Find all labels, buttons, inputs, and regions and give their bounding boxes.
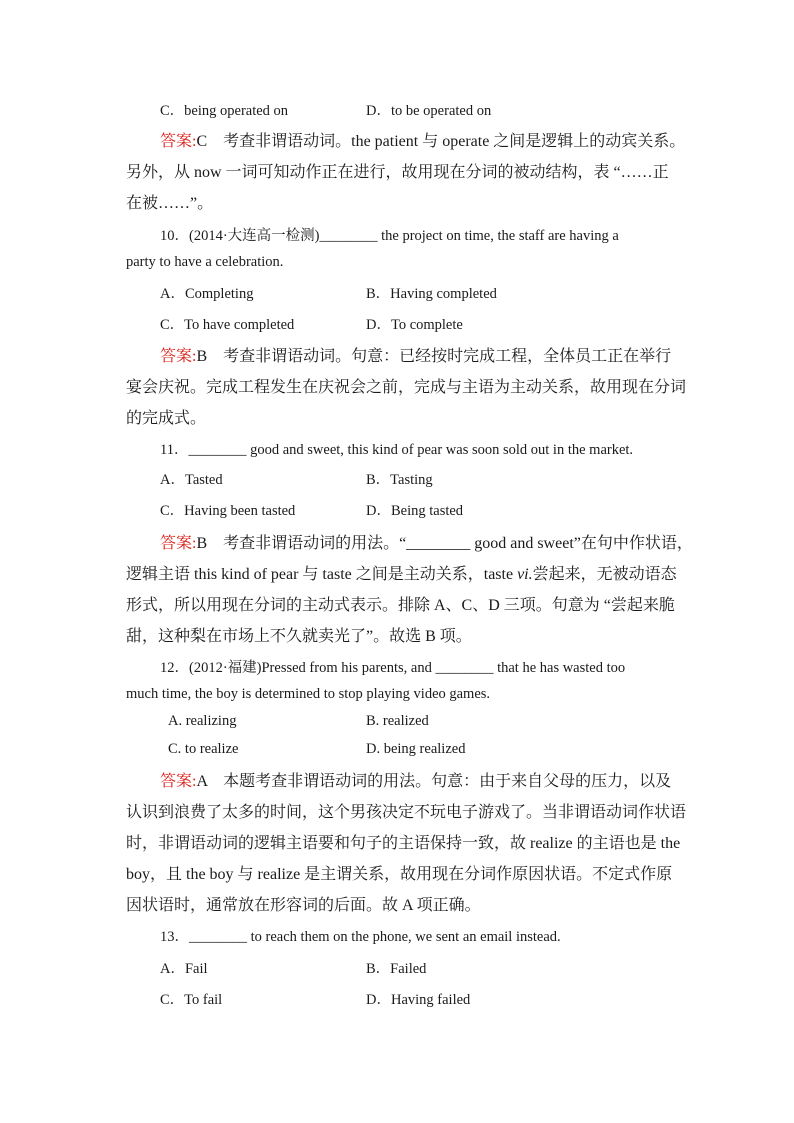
q10-stem-line1: 10．(2014·大连高一检测)________ the project on time, the staff are having a (160, 228, 619, 244)
q12-answer-text: A 本题考查非谓语动词的用法。句意：由于来自父母的压力，以及 (196, 773, 672, 790)
q11-answer-line2 (126, 561, 677, 584)
q11-option-d: D．Being tasted (366, 503, 464, 519)
q13-option-b: B．Failed (366, 961, 427, 977)
q9-option-d: D．to be operated on (366, 103, 492, 119)
q12-option-c: C. to realize (168, 741, 239, 757)
answer-label: 答案: (160, 773, 197, 790)
q9-answer-text: C 考查非谓语动词。the patient 与 operate 之间是逻辑上的动宾关系。 (196, 133, 686, 150)
q12-answer-line1 (160, 768, 671, 791)
answer-label: 答案: (160, 535, 197, 552)
q10-answer-text: B 考查非谓语动词。句意：已经按时完成工程，全体员工正在举行 (196, 348, 672, 365)
q11-answer-line2-a: 逻辑主语 this kind of pear 与 taste 之间是主动关系，taste (126, 566, 518, 583)
answer-label: 答案: (160, 133, 197, 150)
q13-option-d: D．Having failed (366, 992, 471, 1008)
q12-answer-line5: 因状语时，通常放在形容词的后面。故 A 项正确。 (126, 897, 481, 914)
q10-answer-line1 (160, 343, 671, 366)
answer-label: 答案: (160, 348, 197, 365)
q11-answer-line3: 形式，所以用现在分词的主动式表示。排除 A、C、D 三项。句意为 “尝起来脆 (126, 597, 675, 614)
q13-option-c: C．To fail (160, 992, 223, 1008)
q11-stem: 11．________ good and sweet, this kind of pear was soon sold out in the market. (160, 442, 634, 458)
q11-option-b: B．Tasting (366, 472, 433, 488)
q12-stem-line1: 12．(2012·福建)Pressed from his parents, and ________ that he has wasted too (160, 660, 626, 676)
q12-answer-line4: boy，且 the boy 与 realize 是主谓关系，故用现在分词作原因状语。不定式作原 (126, 866, 673, 883)
q9-answer-line3: 在被……”。 (126, 195, 214, 212)
q12-option-b: B. realized (366, 713, 429, 729)
q10-stem-line2: party to have a celebration. (126, 254, 284, 270)
q11-answer-line2-b: 尝起来，无被动语态 (532, 566, 677, 583)
q9-answer-line2: 另外，从 now 一词可知动作正在进行，故用现在分词的被动结构，表 “……正 (126, 164, 669, 181)
q11-answer-line4: 甜，这种梨在市场上不久就卖光了”。故选 B 项。 (126, 628, 472, 645)
q11-answer-text: B 考查非谓语动词的用法。“________ good and sweet”在句中作状语， (196, 535, 693, 552)
q11-answer-line1 (160, 530, 693, 553)
vi-abbrev: vi. (517, 566, 533, 583)
q12-answer-line3: 时，非谓语动词的逻辑主语要和句子的主语保持一致，故 realize 的主语也是 the (126, 835, 681, 852)
q9-answer-line1 (160, 128, 685, 151)
q12-stem-line2: much time, the boy is determined to stop playing video games. (126, 686, 491, 702)
q10-option-c: C．To have completed (160, 317, 295, 333)
q9-option-c: C．being operated on (160, 103, 289, 119)
q10-answer-line2: 宴会庆祝。完成工程发生在庆祝会之前，完成与主语为主动关系，故用现在分词 (126, 379, 687, 396)
q13-stem: 13．________ to reach them on the phone, we sent an email instead. (160, 929, 561, 945)
q12-option-d: D. being realized (366, 741, 466, 757)
q12-answer-line2: 认识到浪费了太多的时间，这个男孩决定不玩电子游戏了。当非谓语动词作状语 (126, 804, 687, 821)
q10-option-d: D．To complete (366, 317, 463, 333)
q13-option-a: A．Fail (160, 961, 208, 977)
q11-option-c: C．Having been tasted (160, 503, 296, 519)
q12-option-a: A. realizing (168, 713, 237, 729)
q10-option-b: B．Having completed (366, 286, 497, 302)
q10-answer-line3: 的完成式。 (126, 410, 207, 427)
q11-option-a: A．Tasted (160, 472, 223, 488)
q10-option-a: A．Completing (160, 286, 254, 302)
